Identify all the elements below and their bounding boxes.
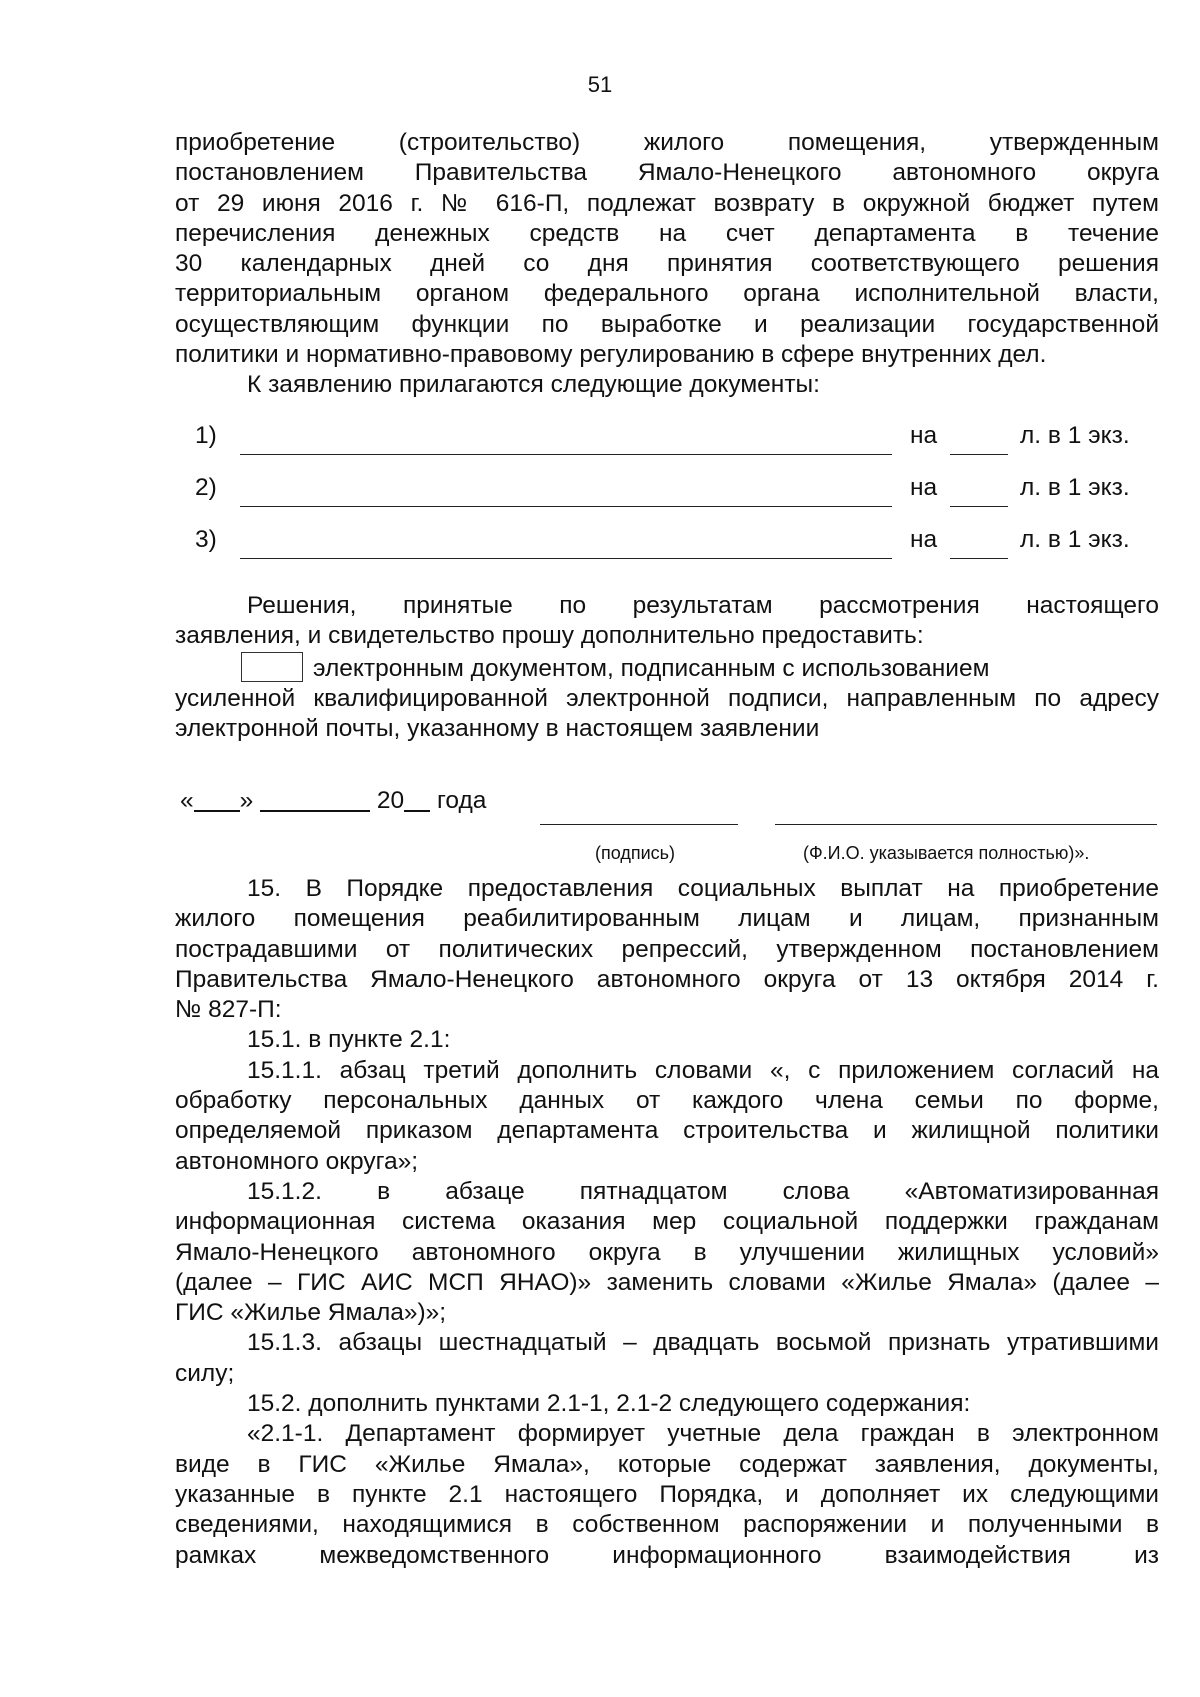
text-line: от 29 июня 2016 г. № 616-П, подлежат возврату в окружной бюджет путем (175, 189, 1159, 217)
text-line: ГИС «Жилье Ямала»)»; (175, 1299, 447, 1327)
year-prefix: 20 (376, 787, 405, 814)
text-line: 15. В Порядке предоставления социальных выплат на приобретение (247, 875, 1159, 902)
date-row (180, 787, 486, 815)
text-line: 15.2. дополнить пунктами 2.1-1, 2.1-2 следующего содержания: (247, 1390, 971, 1418)
text-line: приобретение (строительство) жилого помещения, утвержденным (175, 129, 1159, 156)
full-name-label: (Ф.И.О. указывается полностью)». (803, 843, 1090, 863)
attachment-row (175, 516, 1159, 560)
text-line: жилого помещения реабилитированным лицам и лицам, признанным (175, 905, 1159, 933)
attachment-number: 1) (195, 422, 217, 449)
attachment-na-label: на (910, 526, 938, 553)
text-line: силу; (175, 1359, 235, 1387)
page-number: 51 (587, 72, 613, 97)
option-line (175, 652, 1159, 684)
text-line: электронной почты, указанному в настоящем заявлении (175, 715, 820, 743)
attachment-pages-field[interactable] (950, 558, 1008, 559)
text-line: «2.1-1. Департамент формирует учетные дела граждан в электронном (247, 1420, 1159, 1448)
attachment-pages-field[interactable] (950, 454, 1008, 455)
text-line: пострадавшими от политических репрессий, утвержденном постановлением (175, 935, 1159, 963)
text-line: указанные в пункте 2.1 настоящего Порядка, и дополняет их следующими (175, 1480, 1159, 1508)
option-text: электронным документом, подписанным с использованием (313, 654, 990, 682)
text-line: № 827-П: (175, 996, 282, 1024)
text-line: Решения, принятые по результатам рассмотрения настоящего (247, 592, 1159, 619)
attachment-copies-label: л. в 1 экз. (1020, 422, 1130, 449)
attachment-row (175, 412, 1159, 456)
text-line: усиленной квалифицированной электронной подписи, направленным по адресу (175, 684, 1159, 712)
text-line: 30 календарных дней со дня принятия соответствующего решения (175, 250, 1159, 278)
text-line: определяемой приказом департамента строительства и жилищной политики (175, 1117, 1159, 1145)
attachment-name-field[interactable] (240, 506, 892, 507)
attachment-pages-field[interactable] (950, 506, 1008, 507)
date-open-quote: « (180, 787, 194, 814)
attachment-row (175, 464, 1159, 508)
month-field[interactable] (260, 788, 370, 812)
text-line: 15.1.3. абзацы шестнадцатый – двадцать восьмой признать утратившими (247, 1329, 1159, 1357)
attachment-name-field[interactable] (240, 454, 892, 455)
text-line: информационная система оказания мер социальной поддержки гражданам (175, 1208, 1159, 1236)
full-name-field[interactable] (775, 824, 1157, 825)
electronic-document-checkbox[interactable] (241, 652, 303, 682)
year-suffix: года (436, 787, 487, 814)
attachment-na-label: на (910, 422, 938, 449)
text-line: 15.1.2. в абзаце пятнадцатом слова «Автоматизированная (247, 1177, 1159, 1205)
text-line: постановлением Правительства Ямало-Ненецкого автономного округа (175, 159, 1159, 187)
text-line: осуществляющим функции по выработке и реализации государственной (175, 310, 1159, 338)
text-line: заявления, и свидетельство прошу дополнительно предоставить: (175, 622, 924, 650)
year-field[interactable] (404, 788, 430, 812)
paragraph-refund (175, 128, 1159, 401)
attachment-na-label: на (910, 474, 938, 501)
paragraph-decisions (175, 591, 1159, 744)
attachment-number: 3) (195, 526, 217, 553)
text-line: Правительства Ямало-Ненецкого автономного округа от 13 октября 2014 г. (175, 965, 1159, 993)
attachments-intro: К заявлению прилагаются следующие документы: (247, 371, 820, 399)
day-field[interactable] (194, 788, 240, 812)
signature-label: (подпись) (595, 843, 676, 863)
signature-field[interactable] (540, 824, 738, 825)
text-line: сведениями, находящимися в собственном распоряжении и полученными в (175, 1511, 1159, 1539)
text-line: автономного округа»; (175, 1147, 419, 1175)
text-line: 15.1. в пункте 2.1: (247, 1026, 451, 1054)
text-line: политики и нормативно-правовому регулированию в сфере внутренних дел. (175, 341, 1047, 369)
text-line: территориальным органом федерального органа исполнительной власти, (175, 280, 1159, 308)
attachment-name-field[interactable] (240, 558, 892, 559)
paragraph-amendments (175, 874, 1159, 1571)
text-line: 15.1.1. абзац третий дополнить словами «, с приложением согласий на (247, 1056, 1159, 1084)
attachment-copies-label: л. в 1 экз. (1020, 474, 1130, 501)
text-line: перечисления денежных средств на счет департамента в течение (175, 219, 1159, 247)
text-line: обработку персональных данных от каждого члена семьи по форме, (175, 1087, 1159, 1115)
attachment-copies-label: л. в 1 экз. (1020, 526, 1130, 553)
text-line: Ямало-Ненецкого автономного округа в улучшении жилищных условий» (175, 1238, 1159, 1266)
attachment-number: 2) (195, 474, 217, 501)
text-line: (далее – ГИС АИС МСП ЯНАО)» заменить словами «Жилье Ямала» (далее – (175, 1268, 1159, 1296)
text-line: рамках межведомственного информационного взаимодействия из (175, 1541, 1159, 1569)
text-line: виде в ГИС «Жилье Ямала», которые содержат заявления, документы, (175, 1450, 1159, 1478)
date-close-quote: » (239, 787, 254, 814)
